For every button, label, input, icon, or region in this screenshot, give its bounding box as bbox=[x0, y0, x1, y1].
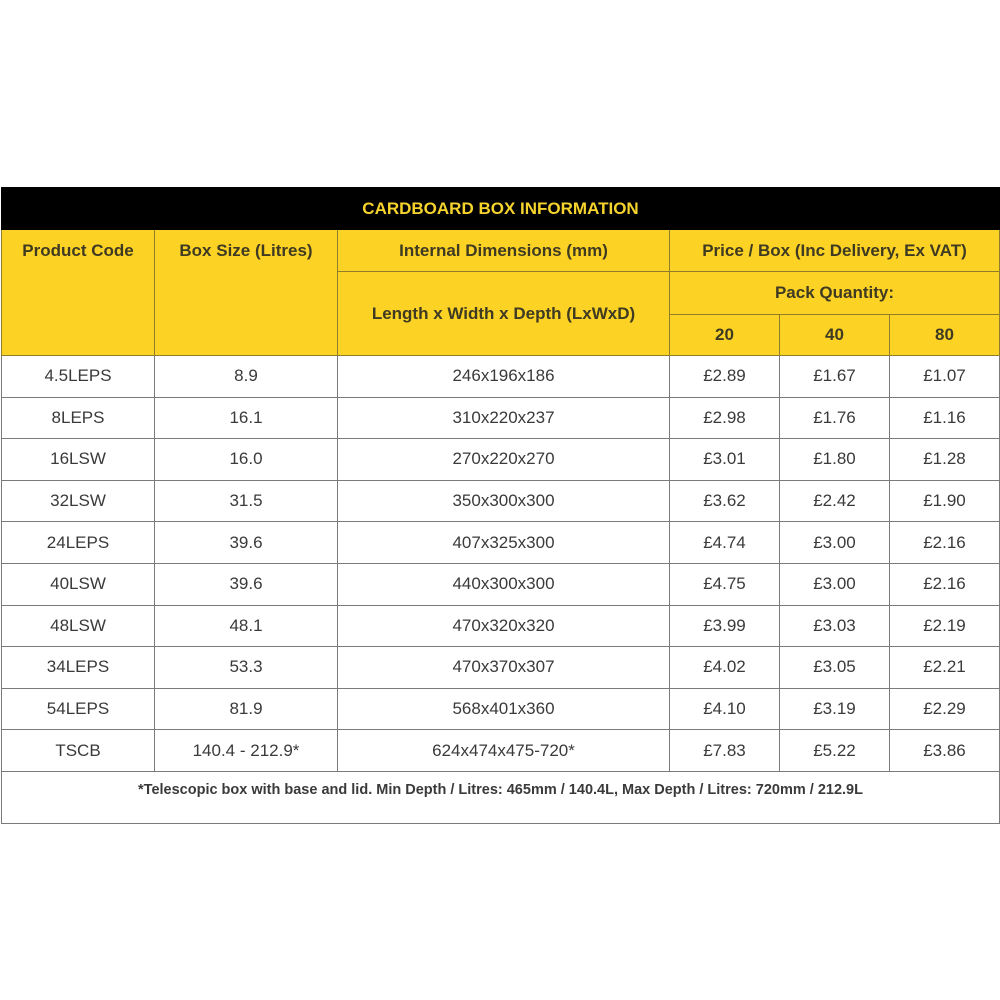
cell-price-80: £2.21 bbox=[890, 647, 1000, 689]
cell-price-40: £1.67 bbox=[780, 356, 890, 398]
cell-size: 16.1 bbox=[155, 397, 338, 439]
table-row bbox=[2, 480, 1000, 522]
header-row-1 bbox=[2, 230, 1000, 272]
table-row bbox=[2, 563, 1000, 605]
cell-price-20: £4.75 bbox=[670, 563, 780, 605]
cell-price-80: £1.07 bbox=[890, 356, 1000, 398]
cell-price-20: £4.10 bbox=[670, 688, 780, 730]
header-qty-40: 40 bbox=[780, 315, 890, 356]
cell-size: 16.0 bbox=[155, 439, 338, 481]
header-price: Price / Box (Inc Delivery, Ex VAT) bbox=[670, 230, 1000, 272]
cell-code: 54LEPS bbox=[2, 688, 155, 730]
cell-dims: 310x220x237 bbox=[338, 397, 670, 439]
cell-size: 140.4 - 212.9* bbox=[155, 730, 338, 772]
cell-price-20: £3.62 bbox=[670, 480, 780, 522]
cell-dims: 270x220x270 bbox=[338, 439, 670, 481]
cell-size: 53.3 bbox=[155, 647, 338, 689]
cell-size: 39.6 bbox=[155, 563, 338, 605]
cell-dims: 440x300x300 bbox=[338, 563, 670, 605]
cell-dims: 246x196x186 bbox=[338, 356, 670, 398]
cell-price-40: £1.80 bbox=[780, 439, 890, 481]
cell-code: 4.5LEPS bbox=[2, 356, 155, 398]
cell-dims: 470x370x307 bbox=[338, 647, 670, 689]
cell-price-80: £1.28 bbox=[890, 439, 1000, 481]
cell-price-80: £1.90 bbox=[890, 480, 1000, 522]
header-qty-80: 80 bbox=[890, 315, 1000, 356]
cell-price-20: £3.99 bbox=[670, 605, 780, 647]
header-dims-sub: Length x Width x Depth (LxWxD) bbox=[338, 272, 670, 356]
table-row bbox=[2, 647, 1000, 689]
footnote: *Telescopic box with base and lid. Min Depth / Litres: 465mm / 140.4L, Max Depth / Litres: 720mm / 212.9L bbox=[2, 771, 1000, 823]
table-row bbox=[2, 605, 1000, 647]
cell-price-80: £2.29 bbox=[890, 688, 1000, 730]
cell-price-20: £7.83 bbox=[670, 730, 780, 772]
cell-dims: 407x325x300 bbox=[338, 522, 670, 564]
cell-price-40: £3.03 bbox=[780, 605, 890, 647]
cell-price-20: £2.89 bbox=[670, 356, 780, 398]
cell-price-80: £2.16 bbox=[890, 563, 1000, 605]
cell-dims: 350x300x300 bbox=[338, 480, 670, 522]
cell-dims: 470x320x320 bbox=[338, 605, 670, 647]
cell-dims: 624x474x475-720* bbox=[338, 730, 670, 772]
cell-price-40: £3.00 bbox=[780, 563, 890, 605]
cell-price-20: £4.02 bbox=[670, 647, 780, 689]
cell-code: 16LSW bbox=[2, 439, 155, 481]
header-box-size: Box Size (Litres) bbox=[155, 230, 338, 356]
cell-code: 24LEPS bbox=[2, 522, 155, 564]
cell-price-20: £4.74 bbox=[670, 522, 780, 564]
table-row bbox=[2, 730, 1000, 772]
cell-code: 32LSW bbox=[2, 480, 155, 522]
cell-price-40: £5.22 bbox=[780, 730, 890, 772]
header-qty-20: 20 bbox=[670, 315, 780, 356]
cell-code: 8LEPS bbox=[2, 397, 155, 439]
cell-price-80: £2.16 bbox=[890, 522, 1000, 564]
cell-price-40: £2.42 bbox=[780, 480, 890, 522]
table-row bbox=[2, 439, 1000, 481]
cell-code: 48LSW bbox=[2, 605, 155, 647]
cell-size: 8.9 bbox=[155, 356, 338, 398]
header-pack-quantity: Pack Quantity: bbox=[670, 272, 1000, 315]
table-row bbox=[2, 356, 1000, 398]
cell-price-20: £3.01 bbox=[670, 439, 780, 481]
header-product-code: Product Code bbox=[2, 230, 155, 356]
table-row bbox=[2, 688, 1000, 730]
cell-price-40: £1.76 bbox=[780, 397, 890, 439]
table-row bbox=[2, 522, 1000, 564]
cell-price-20: £2.98 bbox=[670, 397, 780, 439]
header-internal-dimensions: Internal Dimensions (mm) bbox=[338, 230, 670, 272]
table-title: CARDBOARD BOX INFORMATION bbox=[2, 188, 1000, 230]
cell-size: 81.9 bbox=[155, 688, 338, 730]
cell-dims: 568x401x360 bbox=[338, 688, 670, 730]
cell-price-40: £3.19 bbox=[780, 688, 890, 730]
cell-size: 48.1 bbox=[155, 605, 338, 647]
cell-size: 31.5 bbox=[155, 480, 338, 522]
cell-code: 34LEPS bbox=[2, 647, 155, 689]
cell-price-40: £3.00 bbox=[780, 522, 890, 564]
cell-price-80: £3.86 bbox=[890, 730, 1000, 772]
cell-code: TSCB bbox=[2, 730, 155, 772]
cell-size: 39.6 bbox=[155, 522, 338, 564]
footnote-row bbox=[2, 771, 1000, 823]
cell-code: 40LSW bbox=[2, 563, 155, 605]
table-row bbox=[2, 397, 1000, 439]
cell-price-40: £3.05 bbox=[780, 647, 890, 689]
cell-price-80: £1.16 bbox=[890, 397, 1000, 439]
cardboard-box-table bbox=[1, 187, 1000, 824]
table-title-row bbox=[2, 188, 1000, 230]
cell-price-80: £2.19 bbox=[890, 605, 1000, 647]
